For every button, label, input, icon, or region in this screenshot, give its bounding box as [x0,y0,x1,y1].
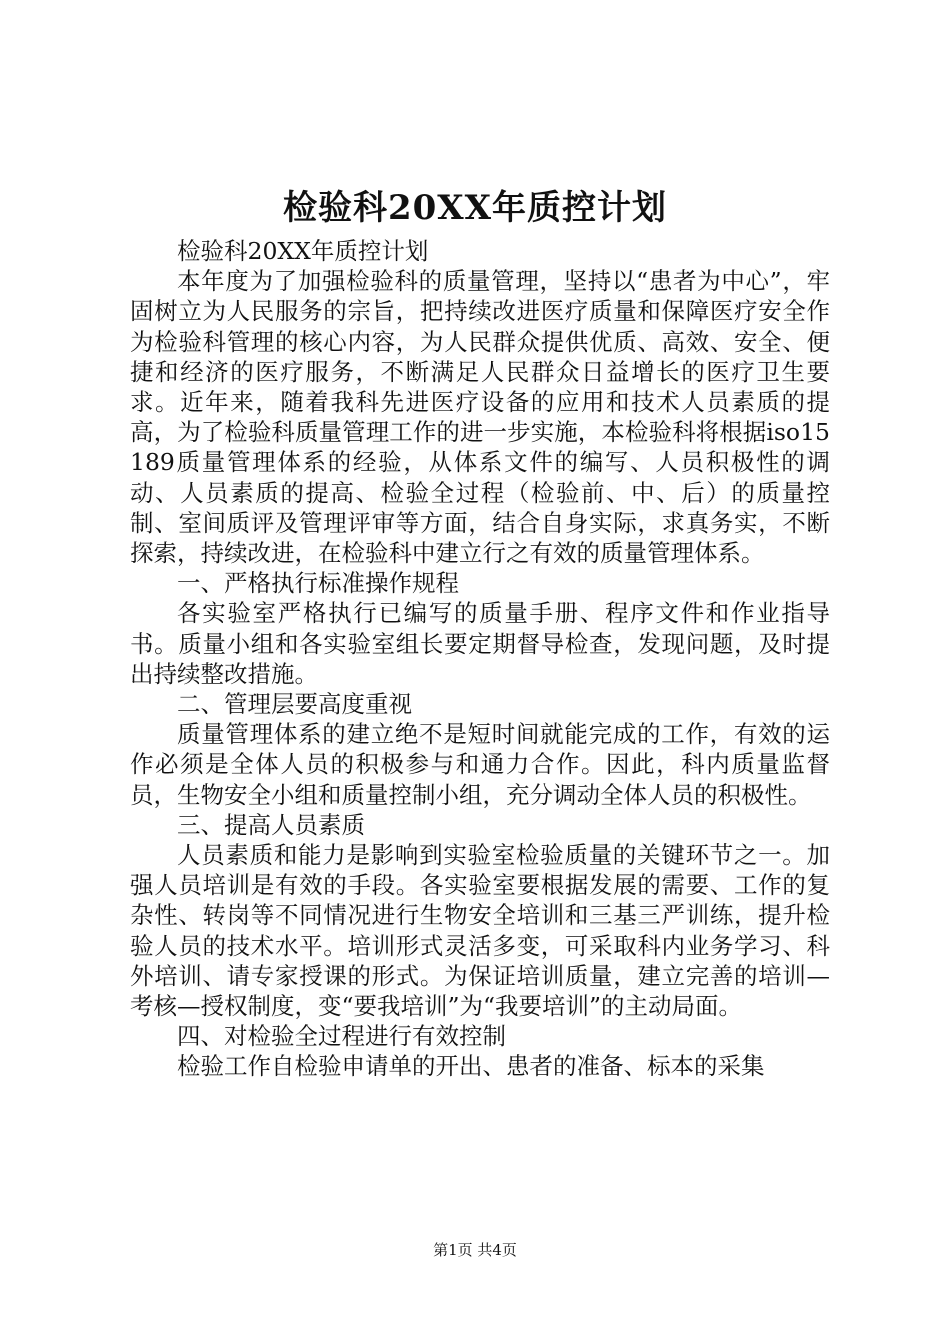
document-body [130,236,830,1082]
intro-paragraph: 本年度为了加强检验科的质量管理，坚持以“患者为中心”，牢固树立为人民服务的宗旨，把持续改进医疗质量和保障医疗安全作为检验科管理的核心内容，为人民群众提供优质、高效、安全、便捷和经济的医疗服务，不断满足人民群众日益增长的医疗卫生要求。近年来，随着我科先进医疗设备的应用和技术人员素质的提高，为了检验科质量管理工作的进一步实施，本检验科将根据iso15189质量管理体系的经验，从体系文件的编写、人员积极性的调动、人员素质的提高、检验全过程（检验前、中、后）的质量控制、室间质评及管理评审等方面，结合自身实际，求真务实，不断探索，持续改进，在检验科中建立行之有效的质量管理体系。 [130,267,830,568]
section-heading-1: 一、严格执行标准操作规程 [177,569,459,598]
section-heading-4: 四、对检验全过程进行有效控制 [177,1022,506,1051]
section-heading-3: 三、提高人员素质 [177,810,365,839]
section-paragraph-4: 检验工作自检验申请单的开出、患者的准备、标本的采集 [177,1052,765,1081]
section-paragraph-3: 人员素质和能力是影响到实验室检验质量的关键环节之一。加强人员培训是有效的手段。各实验室要根据发展的需要、工作的复杂性、转岗等不同情况进行生物安全培训和三基三严训练，提升检验人员的技术水平。培训形式灵活多变，可采取科内业务学习、科外培训、请专家授课的形式。为保证培训质量，建立完善的培训—考核—授权制度，变“要我培训”为“我要培训”的主动局面。 [130,841,830,1021]
page-footer: 第1页 共4页 [433,1241,517,1259]
subtitle-paragraph: 检验科20XX年质控计划 [177,237,429,265]
section-paragraph-2: 质量管理体系的建立绝不是短时间就能完成的工作，有效的运作必须是全体人员的积极参与和通力合作。因此，科内质量监督员，生物安全小组和质量控制小组，充分调动全体人员的积极性。 [130,720,830,809]
section-paragraph-1: 各实验室严格执行已编写的质量手册、程序文件和作业指导书。质量小组和各实验室组长要定期督导检查，发现问题，及时提出持续整改措施。 [130,599,830,688]
document-title: 检验科20XX年质控计划 [282,188,668,228]
section-heading-2: 二、管理层要高度重视 [177,690,412,719]
